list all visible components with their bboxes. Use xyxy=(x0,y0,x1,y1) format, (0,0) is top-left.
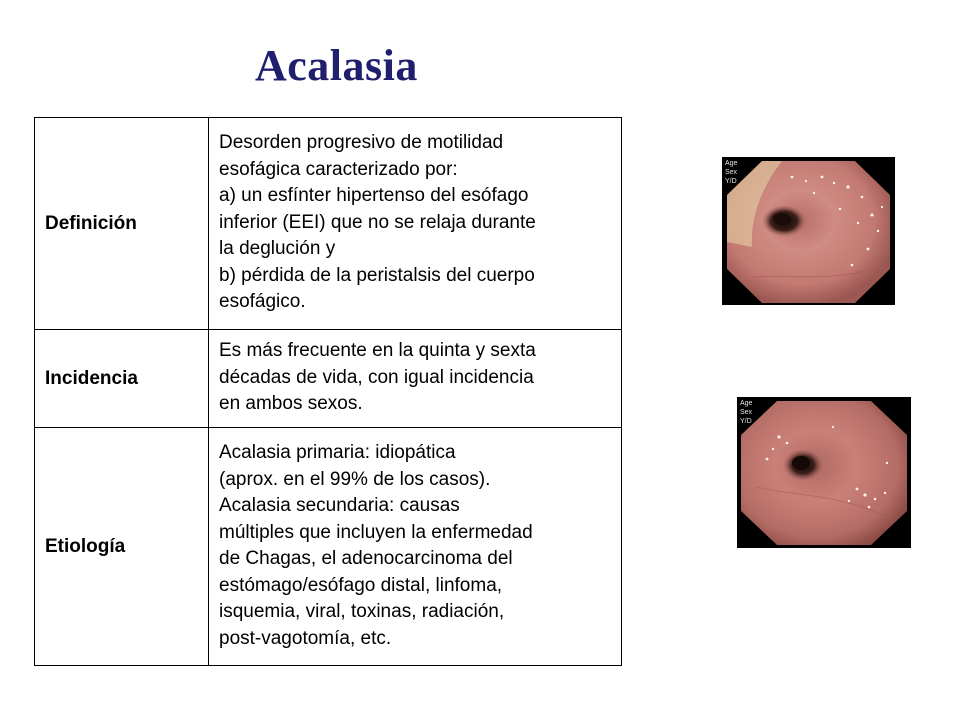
etiologia-line: estómago/esófago distal, linfoma, xyxy=(219,574,503,596)
table-row-incidencia xyxy=(35,330,622,428)
etiologia-line: de Chagas, el adenocarcinoma del xyxy=(219,548,513,569)
row-label-etiologia: Etiología xyxy=(35,428,209,666)
endoscopy-image-top-graphic xyxy=(722,157,895,305)
row-content-etiologia xyxy=(209,428,622,666)
row-content-definicion xyxy=(209,118,622,330)
overlay-sex: Sex xyxy=(725,169,738,176)
etiologia-line: Acalasia primaria: idiopática xyxy=(219,442,456,463)
definicion-line: a) un esfínter hipertenso del esófago xyxy=(219,185,529,207)
definicion-line: esofágico. xyxy=(219,291,306,313)
slide-title: Acalasia xyxy=(255,41,418,90)
row-content-incidencia xyxy=(209,330,622,428)
definicion-line: la deglución y xyxy=(219,238,336,260)
overlay-age: Age xyxy=(725,160,738,167)
endoscopy-image-bottom-graphic xyxy=(737,397,911,548)
etiologia-line: (aprox. en el 99% de los casos). xyxy=(219,468,491,490)
info-table xyxy=(34,117,622,666)
overlay-yd: Y/D xyxy=(740,418,752,425)
definicion-line: esofágica caracterizado por: xyxy=(219,158,458,180)
endoscopy-image-bottom xyxy=(737,397,911,548)
definicion-line: inferior (EEI) que no se relaja durante xyxy=(219,211,536,233)
overlay-age: Age xyxy=(740,400,753,407)
table-row-etiologia xyxy=(35,428,622,666)
definicion-line: Desorden progresivo de motilidad xyxy=(219,132,504,154)
incidencia-line: décadas de vida, con igual incidencia xyxy=(219,366,534,388)
incidencia-line: en ambos sexos. xyxy=(219,393,363,415)
row-label-definicion: Definición xyxy=(35,118,209,330)
etiologia-line: isquemia, viral, toxinas, radiación, xyxy=(219,601,505,622)
definicion-line: b) pérdida de la peristalsis del cuerpo xyxy=(219,264,535,286)
row-label-incidencia: Incidencia xyxy=(35,330,209,428)
endoscopy-image-top xyxy=(722,157,895,305)
table-row-definicion xyxy=(35,118,622,330)
etiologia-line: Acalasia secundaria: causas xyxy=(219,495,460,516)
overlay-sex: Sex xyxy=(740,409,753,416)
etiologia-line: múltiples que incluyen la enfermedad xyxy=(219,521,533,543)
etiologia-line: post-vagotomía, etc. xyxy=(219,627,392,649)
overlay-yd: Y/D xyxy=(725,178,737,185)
incidencia-line: Es más frecuente en la quinta y sexta xyxy=(219,340,536,362)
